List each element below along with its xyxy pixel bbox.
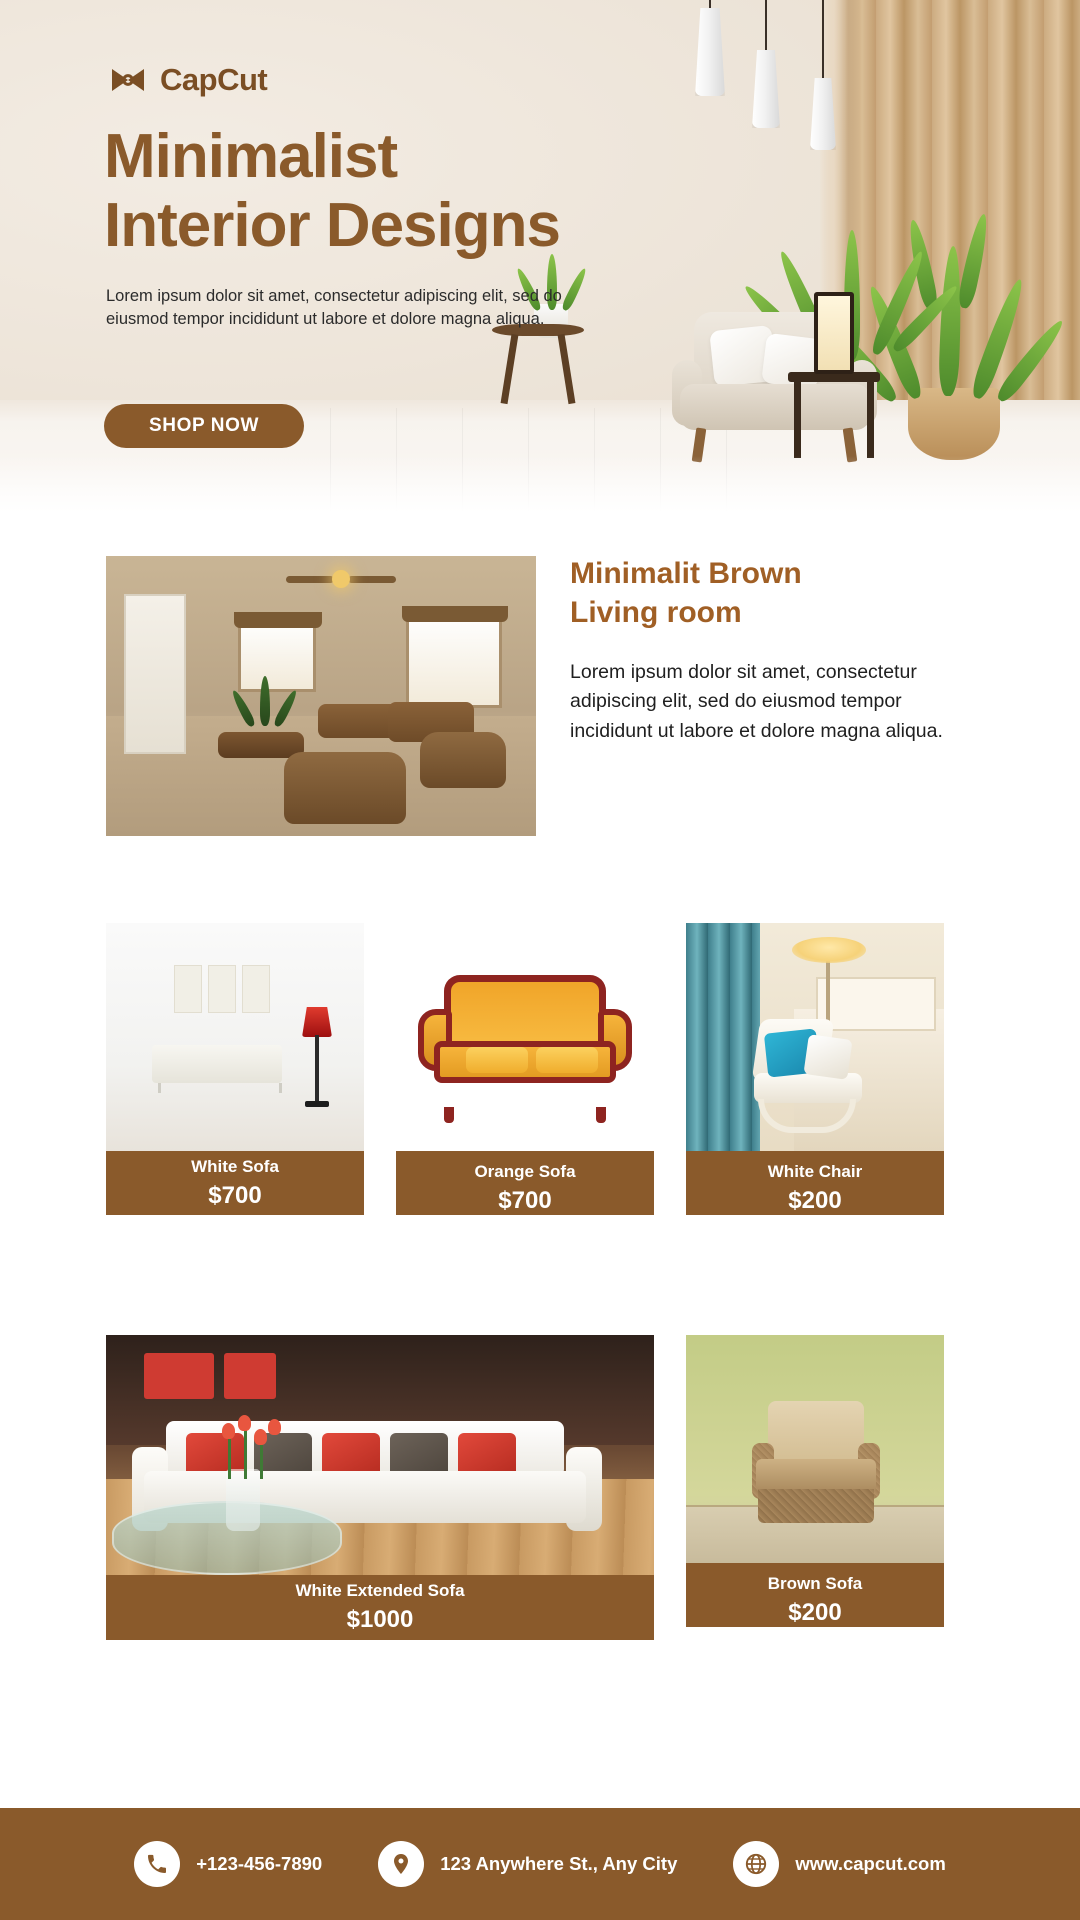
orange-sofa-decoration [418,975,632,1115]
hero-section [0,0,1080,520]
phone-icon [134,1841,180,1887]
plant-decoration [244,662,284,732]
location-pin-icon [378,1841,424,1887]
product-price: $700 [498,1187,552,1214]
feature-text-block [570,554,970,746]
product-name: Brown Sofa [767,1574,863,1593]
footer-address-text: 123 Anywhere St., Any City [440,1853,678,1874]
wall-art-decoration [174,965,270,1013]
product-price: $700 [208,1181,262,1209]
white-chair-decoration [748,1019,870,1137]
wall-art-decoration [144,1353,214,1399]
capcut-logo-icon [108,65,148,95]
product-name: Orange Sofa [474,1162,576,1181]
product-price: $200 [788,1187,842,1214]
brand-logo [108,62,267,98]
product-row-1 [0,915,1080,1215]
side-table-decoration [492,324,584,408]
lamp-pole-decoration [315,1035,319,1103]
floor-lamp-icon [302,1007,332,1037]
product-image [396,923,654,1151]
lantern-table-decoration [788,350,880,460]
product-caption [396,1162,654,1215]
product-price: $200 [788,1599,842,1626]
footer-phone-text: +123-456-7890 [196,1853,323,1874]
hero-bottom-fade [0,456,1080,520]
product-name: White Chair [767,1162,863,1181]
product-image [686,1335,944,1563]
product-row-2 [0,1335,1080,1640]
hero-subtitle: Lorem ipsum dolor sit amet, consectetur adipiscing elit, sed do eiusmod tempor incididunt ut labore et dolore magna aliqua. [106,287,562,329]
product-price: $1000 [346,1606,414,1633]
product-card[interactable] [686,923,944,1215]
feature-body-text: Lorem ipsum dolor sit amet, consectetur adipiscing elit, sed do eiusmod tempor incididunt ut labore et dolore magna aliqua. [570,661,943,742]
product-image [686,923,944,1151]
footer-website-text: www.capcut.com [795,1853,946,1874]
hero-title [104,122,560,261]
brown-sofa-decoration [752,1401,880,1531]
lamp-base-decoration [305,1101,329,1107]
product-caption [686,1574,944,1627]
footer-contact-bar [0,1808,1080,1920]
feature-title-line-2: Living room [570,596,742,629]
footer-address[interactable] [378,1841,677,1887]
footer-website[interactable] [733,1841,945,1887]
feature-section [0,540,1080,870]
feature-title [570,554,970,632]
ceiling-fan-icon [286,566,396,592]
product-caption [106,1575,654,1640]
product-card[interactable] [106,1335,654,1640]
product-name: White Extended Sofa [295,1581,465,1600]
lamp-glow-decoration [792,937,866,963]
product-card[interactable] [106,923,364,1215]
shop-now-button[interactable]: SHOP NOW [104,404,304,448]
hero-title-line-2: Interior Designs [104,191,560,261]
footer-phone[interactable] [134,1841,322,1887]
product-image [106,1335,654,1575]
pendant-lamp-icon [752,0,780,128]
pendant-lamp-icon [810,0,836,150]
feature-image [106,556,536,836]
product-name: White Sofa [191,1156,279,1176]
product-caption [106,1151,364,1215]
hero-title-line-1: Minimalist [104,122,398,191]
flowers-decoration [202,1419,288,1479]
white-sofa-decoration [152,1045,282,1083]
product-image [106,923,364,1151]
brand-name: CapCut [160,62,268,97]
wall-art-decoration [224,1353,276,1399]
product-card[interactable] [396,923,654,1215]
feature-title-line-1: Minimalit Brown [570,557,802,590]
product-caption [686,1162,944,1215]
pendant-lamp-icon [695,0,725,96]
globe-icon [733,1841,779,1887]
product-card[interactable] [686,1335,944,1627]
